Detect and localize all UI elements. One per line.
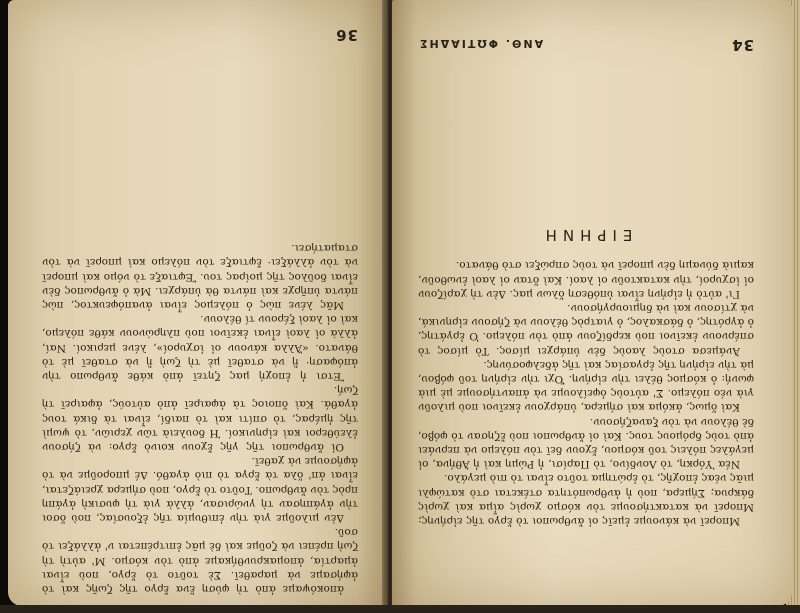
left-paragraph: Οἱ ἄνθρωποι τῆς γῆς ἔχουν κοινὸ ἔργο: νὰ ζήσουν ἐλεύθεροι καὶ εἰρηνικοί. Ἡ δουλειὰ τῶν χεριῶν, τὸ ψωμὶ τῆς ἡμέρας, τὸ σπίτι καὶ τὸ παιδί, εἶναι τὰ δικά τους ἀγαθά. Καὶ ὅποιος τὰ ἀφαιρεῖ ἀπὸ αὐτούς, ἀφαιρεῖ τὴ ζωή.: [42, 384, 358, 453]
right-page-content: [392, 0, 792, 606]
right-page: [392, 0, 792, 606]
left-paragraph: Μᾶς λένε πὼς ὁ πόλεμος εἶναι ἀναπόφευκτος, πὼς πάντα ὑπῆρχε καὶ πάντα θὰ ὑπάρχει. Μὰ ὁ ἄνθρωπος δὲν εἶναι δοῦλος τῆς μοίρας του. Ἔφτιαξε τὸ νόμο καὶ μπορεῖ νὰ τὸν ἀλλάξει· ἔφτιαξε τὸν πόλεμο καὶ μπορεῖ νὰ τὸν σταματήσει.: [42, 242, 358, 311]
left-paragraph: ἀποκόψαμε ἀπὸ τὴ φύση ἕνα ἔργο τῆς ζωῆς καὶ τὸ ἀφήσαμε νὰ μαραθεῖ. Σὲ τοῦτο τὸ ἔργο, ποὺ εἶναι ἁμαρτία, ἀπομακρυνθήκαμε ἀπὸ τὸν κόσμο. Μ' αὐτὴ τὴ ζωὴ πρέπει νὰ ζοῦμε καὶ δὲ μᾶς ἐπιτρέπεται ν' ἀλλάξει τὸ σοῦ.: [42, 526, 358, 595]
left-running-head: [42, 26, 358, 45]
left-paragraph: Ἔτσι ἡ ἐποχή μας ζητεῖ ἀπὸ κάθε ἄνθρωπο τὴν ἀπόφαση· ἢ νὰ σταθεῖ μὲ τὴ ζωὴ ἢ νὰ σταθεῖ μὲ τὸ θάνατο. «Ἄλλα κάνουν οἱ ἰσχυροί», λένε μερικοί. Ναί, ἀλλὰ οἱ λαοὶ εἶναι ἐκεῖνοι ποὺ πληρώνουν κάθε πόλεμο, καὶ οἱ λαοὶ ξέρουν τί θέλουν.: [42, 313, 358, 382]
table-surface: [0, 605, 800, 613]
right-running-head: [418, 36, 754, 55]
left-paragraph: Δὲν μιλοῦμε γιὰ τὴν ἐπιθυμία τῆς ἐξουσίας, ποὺ ὅσοι τὴν ἀγάπησαν τὴ γνώρισαν, ἀλλὰ γιὰ τὴ φυσικὴ ἀγάπη πρὸς τὸν ἄνθρωπο. Τοῦτο τὸ ἔργο, ποὺ σήμερα χρειάζεται, εἶναι ἀπ' ὅλα τὰ ἔργα τὸ πιὸ ἀγαθό. Δέ μποροῦμε νὰ τὸ ἀφήσουμε νὰ χαθεῖ.: [42, 455, 358, 524]
right-paragraph: Καὶ ὅμως, ἀκόμα καὶ σήμερα, ὑπάρχουν ἐκεῖνοι ποὺ μιλοῦν γιὰ νέο πόλεμο. Σ' αὐτοὺς ὀφείλουμε νὰ ἀπαντήσουμε μὲ μιὰ φωνή: ὁ κόσμος θέλει τὴν εἰρήνη. Ὄχι τὴν εἰρήνη τοῦ φόβου, μὰ τὴν εἰρήνη τῆς ἐργασίας καὶ τῆς ἀδελφοσύνης.: [418, 358, 754, 414]
left-page: [8, 0, 388, 606]
right-paragraph: Μπορεῖ νὰ κάνουμε ἐμεῖς οἱ ἄνθρωποι τὸ ἔργο τῆς εἰρήνης; Μπορεῖ νὰ κατακτήσουμε τὸν κόσμο χωρὶς αἷμα καὶ χωρὶς δάκρυα; Σήμερα, ποὺ ἡ ἀνθρωπότητα στέκεται στὸ κατώφλι μιᾶς νέας ἐποχῆς, τὸ ἐρώτημα τοῦτο εἶναι τὸ πιὸ μεγάλο.: [418, 472, 754, 527]
running-head-title: ΑΝΘ. ΦΩΤΙΑΔΗΣ: [418, 37, 544, 51]
right-paragraph: Γι' αὐτὸ ἡ εἰρήνη εἶναι ὑπόθεση ὅλων μας. Δὲν τὴ χαρίζουν οἱ ἰσχυροί, τὴν κατακτοῦν οἱ λαοί. Καὶ ὅταν οἱ λαοὶ ἑνωθοῦν, καμιὰ δύναμη δὲν μπορεῖ νὰ τοὺς σπρώξει στὸ θάνατο.: [418, 259, 754, 300]
right-page-number: 34: [731, 36, 754, 55]
right-paragraph: Νέα Ὑόρκη, τὸ Λονδίνο, τὸ Παρίσι, ἡ Ρώμη καὶ ἡ Ἀθήνα, οἱ μεγάλες πόλεις τοῦ κόσμου, ἔχουν δεῖ τὸν πόλεμο νὰ περνάει ἀπὸ τοὺς δρόμους τους. Καὶ οἱ ἄνθρωποι ποὺ ἔζησαν τὸ φόβο, δὲ θέλουν νὰ τὸν ξαναζήσουν.: [418, 415, 754, 471]
chapter-title: ΕΙΡΗΝΗ: [539, 226, 633, 245]
left-page-content: [8, 0, 388, 606]
left-page-number: 36: [335, 26, 358, 45]
right-paragraph: Ἀνάμεσα στοὺς λαοὺς δὲν ὑπάρχει μίσος. Τὸ μίσος τὸ σπέρνουν ἐκεῖνοι ποὺ κερδίζουν ἀπὸ τὸν πόλεμο. Ὁ ἐργάτης, ὁ ἀγρότης, ὁ δάσκαλος, ὁ γιατρὸς θέλουν νὰ ζήσουν εἰρηνικά, νὰ χτίσουν καὶ νὰ δημιουργήσουν.: [418, 301, 754, 357]
